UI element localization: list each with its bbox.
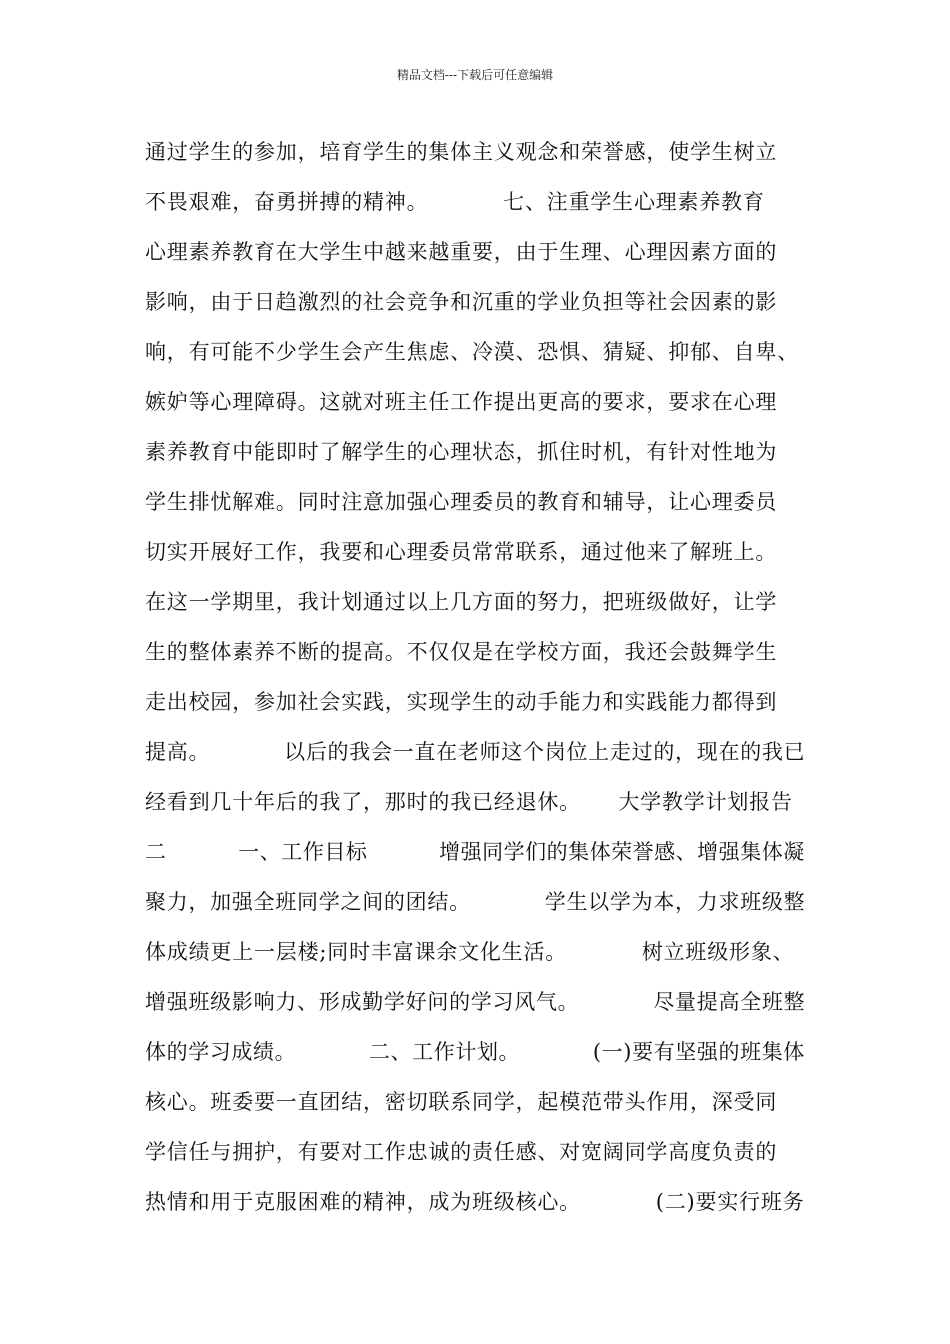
text-line: 经看到几十年后的我了，那时的我已经退休。 大学教学计划报告 [145, 790, 793, 814]
text-line: 聚力，加强全班同学之间的团结。 学生以学为本，力求班级整 [145, 890, 806, 914]
text-line: 核心。班委要一直团结，密切联系同学，起模范带头作用，深受同 [145, 1090, 778, 1114]
text-line: 学生排忧解难。同时注意加强心理委员的教育和辅导，让心理委员 [145, 490, 778, 514]
text-line: 不畏艰难，奋勇拼搏的精神。 七、注重学生心理素养教育 [145, 190, 765, 214]
text-line: 切实开展好工作，我要和心理委员常常联系，通过他来了解班上。 [145, 540, 778, 564]
text-line: 响，有可能不少学生会产生焦虑、冷漠、恐惧、猜疑、抑郁、自卑、 [145, 340, 799, 364]
text-line: 提高。 以后的我会一直在老师这个岗位上走过的，现在的我已 [145, 740, 806, 764]
text-line: 嫉妒等心理障碍。这就对班主任工作提出更高的要求，要求在心理 [145, 390, 778, 414]
text-line: 体的学习成绩。 二、工作计划。 (一)要有坚强的班集体 [145, 1040, 805, 1064]
text-line: 走出校园，参加社会实践，实现学生的动手能力和实践能力都得到 [145, 690, 778, 714]
text-line: 通过学生的参加，培育学生的集体主义观念和荣誉感，使学生树立 [145, 140, 778, 164]
text-line: 影响，由于日趋激烈的社会竞争和沉重的学业负担等社会因素的影 [145, 290, 778, 314]
text-line: 素养教育中能即时了解学生的心理状态，抓住时机，有针对性地为 [145, 440, 778, 464]
text-line: 体成绩更上一层楼;同时丰富课余文化生活。 树立班级形象、 [145, 940, 795, 964]
page-header: 精品文档---下载后可任意编辑 [396, 68, 554, 82]
text-line: 热情和用于克服困难的精神，成为班级核心。 (二)要实行班务 [145, 1190, 805, 1214]
text-line: 生的整体素养不断的提高。不仅仅是在学校方面，我还会鼓舞学生 [145, 640, 778, 664]
text-line: 增强班级影响力、形成勤学好问的学习风气。 尽量提高全班整 [145, 990, 806, 1014]
text-line: 学信任与拥护，有要对工作忠诚的责任感、对宽阔同学高度负责的 [145, 1140, 778, 1164]
text-line: 在这一学期里，我计划通过以上几方面的努力，把班级做好，让学 [145, 590, 778, 614]
text-line: 心理素养教育在大学生中越来越重要，由于生理、心理因素方面的 [145, 240, 778, 264]
text-line: 二 一、工作目标 增强同学们的集体荣誉感、增强集体凝 [145, 840, 805, 864]
